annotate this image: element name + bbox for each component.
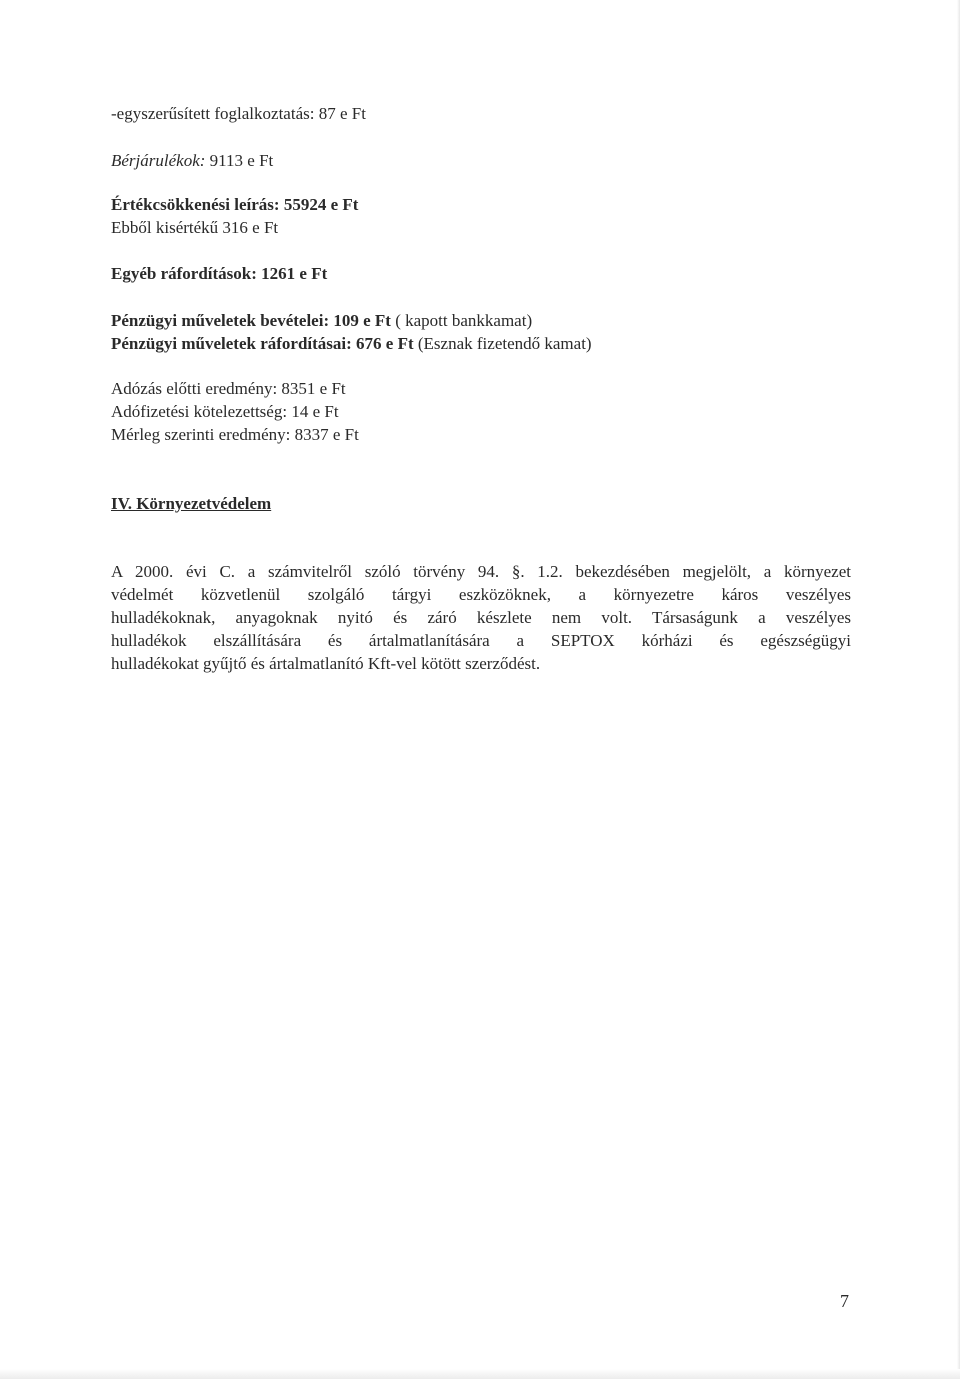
line-berjarulekok xyxy=(111,151,273,171)
line-egyszerusitett-foglalkoztatas: -egyszerűsített foglalkoztatás: 87 e Ft xyxy=(111,104,366,123)
penzugyi-bevetelei-label: Pénzügyi műveletek bevételei: 109 e Ft xyxy=(111,311,391,330)
penzugyi-bevetelei-note: ( kapott bankkamat) xyxy=(390,311,533,330)
paragraph-line: védelmét közvetlenül szolgáló tárgyi eszközöknek, a környezetre káros veszélyes xyxy=(111,585,851,604)
line-adofizetesi-kotelezettseg: Adófizetési kötelezettség: 14 e Ft xyxy=(111,402,339,421)
line-penzugyi-bevetelei xyxy=(111,311,532,331)
line-ertekcsokkenes: Értékcsökkenési leírás: 55924 e Ft xyxy=(111,195,359,214)
section-heading-kornyezetvedelem: IV. Környezetvédelem xyxy=(111,494,272,513)
paragraph-line: hulladékoknak, anyagoknak nyitó és záró készlete nem volt. Társaságunk a veszélyes xyxy=(111,608,851,627)
paragraph-line: A 2000. évi C. a számvitelről szóló törvény 94. §. 1.2. bekezdésében megjelölt, a környezet xyxy=(111,562,851,581)
line-penzugyi-raforditasai xyxy=(111,334,592,354)
section-paragraph xyxy=(111,560,851,675)
page-number: 7 xyxy=(840,1291,849,1311)
line-ebbol-kisierteku: Ebből kisértékű 316 e Ft xyxy=(111,218,279,237)
berjarulekok-label: Bérjárulékok: xyxy=(111,151,206,170)
line-egyeb-raforditasok: Egyéb ráfordítások: 1261 e Ft xyxy=(111,264,328,283)
scan-edge-bottom xyxy=(0,1369,960,1379)
penzugyi-raforditasai-note: (Esznak fizetendő kamat) xyxy=(413,334,592,353)
paragraph-line: hulladékokat gyűjtő és ártalmatlanító Kft-vel kötött szerződést. xyxy=(111,654,541,673)
penzugyi-raforditasai-label: Pénzügyi műveletek ráfordításai: 676 e Ft xyxy=(111,334,414,353)
line-merleg-szerinti-eredmeny: Mérleg szerinti eredmény: 8337 e Ft xyxy=(111,425,359,444)
line-adozas-elotti-eredmeny: Adózás előtti eredmény: 8351 e Ft xyxy=(111,379,346,398)
berjarulekok-value: 9113 e Ft xyxy=(205,151,274,170)
paragraph-line: hulladékok elszállítására és ártalmatlanítására a SEPTOX kórházi és egészségügyi xyxy=(111,631,851,650)
